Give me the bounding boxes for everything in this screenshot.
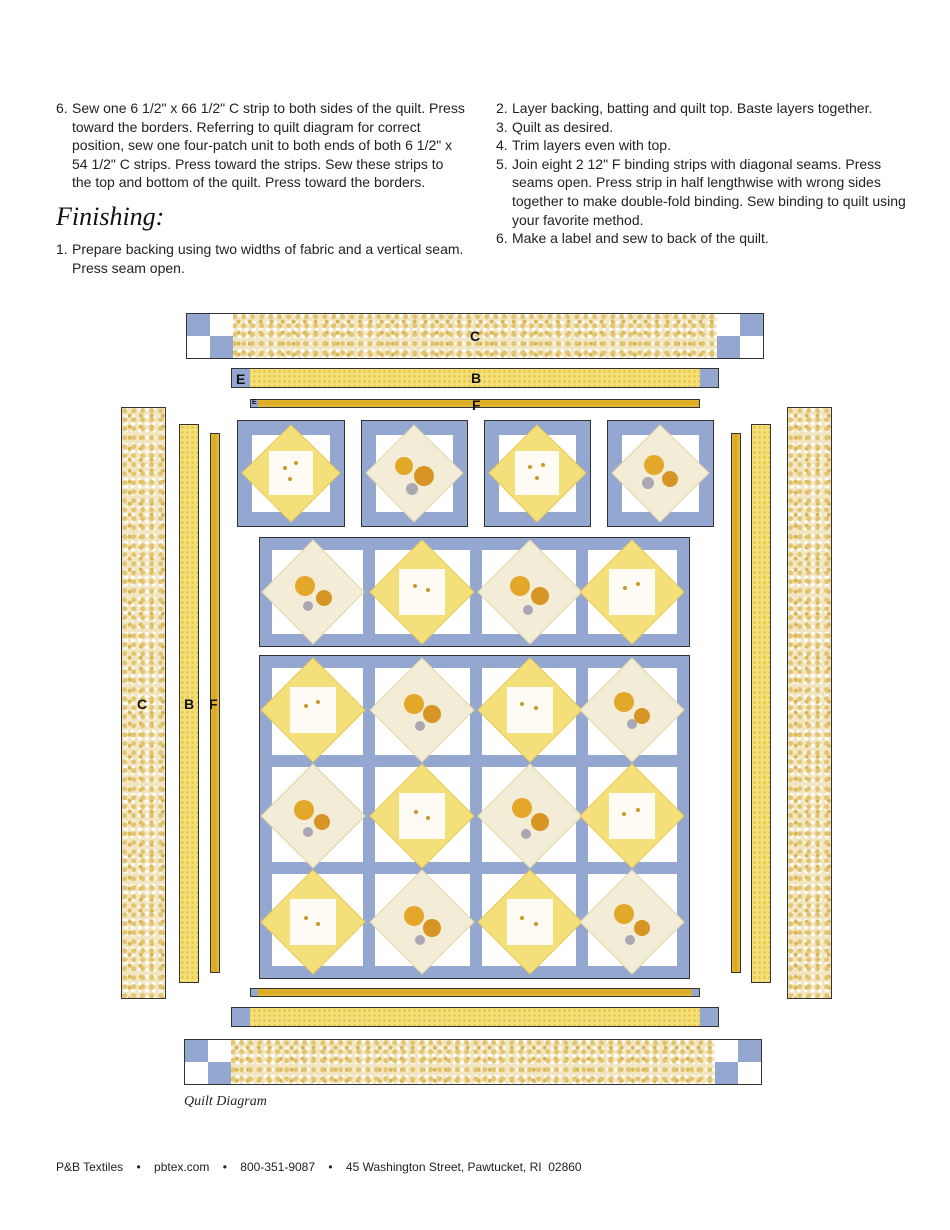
step-text: Quilt as desired. — [512, 118, 614, 135]
diagram-caption: Quilt Diagram — [184, 1094, 267, 1109]
right-b-border — [751, 424, 771, 983]
quilt-row-strip — [259, 537, 690, 647]
step-number: 3. — [496, 118, 508, 135]
footer-separator: • — [136, 1160, 141, 1174]
step-text: Prepare backing using two widths of fabric and a vertical seam. Press seam open. — [72, 240, 464, 276]
four-patch-square — [740, 336, 763, 358]
four-patch-square — [187, 314, 210, 336]
right-c-border — [787, 407, 832, 999]
step-text: Trim layers even with top. — [512, 137, 671, 154]
bottom-c-border — [184, 1039, 762, 1085]
four-patch-square — [717, 336, 740, 358]
finish-step-1 — [56, 240, 466, 277]
four-patch-square — [738, 1062, 761, 1084]
step-number: 6. — [496, 230, 508, 247]
footer-phone: 800-351-9087 — [240, 1160, 316, 1174]
quilt-block-floral — [607, 420, 714, 527]
step-number: 2. — [496, 100, 508, 116]
label-f-top: F — [472, 397, 481, 413]
step-text: Layer backing, batting and quilt top. Baste layers together. — [512, 100, 873, 116]
finish-step-6 — [496, 229, 906, 248]
label-b-left: B — [184, 696, 195, 712]
quilt-center — [259, 655, 690, 979]
row-art — [260, 538, 689, 646]
quilt-block-plain — [237, 420, 345, 527]
block-art — [238, 421, 344, 526]
four-patch-square — [210, 314, 233, 336]
four-patch-square — [715, 1040, 738, 1062]
block-art — [608, 421, 713, 526]
four-patch-square — [187, 336, 210, 358]
left-instructions — [56, 99, 466, 277]
e-square — [232, 1008, 250, 1026]
bottom-f-strip — [250, 988, 700, 997]
finish-step-4 — [496, 136, 906, 155]
step-text: Sew one 6 1/2" x 66 1/2" C strip to both sides of the quilt. Press toward the borders. Referring to quilt diagram for correct position, sew one four-patch unit to both ends of both 6 1/2" x 54 1/2" C strips. Press toward the strips. Sew these strips to the top and bottom of the quilt. Press toward the borders. — [72, 100, 465, 191]
four-patch-square — [740, 314, 763, 336]
e-square — [700, 1008, 718, 1026]
e-square — [251, 989, 258, 996]
finish-step-3 — [496, 118, 906, 137]
step-text: Make a label and sew to back of the quilt. — [512, 230, 769, 247]
step-6 — [56, 99, 466, 192]
quilt-block-plain — [484, 420, 591, 527]
footer-separator: • — [222, 1160, 227, 1174]
step-number: 5. — [496, 155, 508, 172]
four-patch-square — [185, 1040, 208, 1062]
footer-address: 45 Washington Street, Pawtucket, RI 02860 — [345, 1160, 582, 1174]
right-f-strip — [731, 433, 741, 973]
label-e-small: E — [252, 399, 257, 406]
finishing-heading: Finishing: — [56, 201, 165, 231]
block-art — [362, 421, 467, 526]
label-c-left: C — [137, 696, 148, 712]
step-number: 1. — [56, 240, 68, 257]
label-c-top: C — [470, 328, 481, 344]
four-patch-square — [717, 314, 740, 336]
footer-website[interactable]: pbtex.com — [154, 1160, 210, 1174]
label-e-top: E — [236, 371, 246, 387]
bottom-b-border — [231, 1007, 719, 1027]
step-number: 6. — [56, 100, 68, 116]
label-f-left: F — [209, 696, 218, 712]
center-art — [260, 656, 689, 978]
footer-company: P&B Textiles — [56, 1160, 124, 1174]
block-art — [485, 421, 590, 526]
right-instructions — [496, 99, 906, 248]
finish-step-5 — [496, 155, 906, 229]
step-number: 4. — [496, 137, 508, 154]
quilt-block-floral — [361, 420, 468, 527]
four-patch-square — [715, 1062, 738, 1084]
label-b-top: B — [471, 370, 482, 386]
e-square — [692, 989, 699, 996]
four-patch-square — [210, 336, 233, 358]
footer — [56, 1160, 582, 1174]
e-square — [700, 369, 718, 387]
four-patch-square — [185, 1062, 208, 1084]
four-patch-square — [208, 1062, 231, 1084]
finish-step-2 — [496, 99, 906, 118]
footer-separator: • — [328, 1160, 333, 1174]
four-patch-square — [208, 1040, 231, 1062]
step-text: Join eight 2 12" F binding strips with diagonal seams. Press seams open. Press strip in half lengthwise with wrong sides together to make double-fold binding. Sew binding to quilt using your favorite method. — [512, 155, 906, 228]
four-patch-square — [738, 1040, 761, 1062]
